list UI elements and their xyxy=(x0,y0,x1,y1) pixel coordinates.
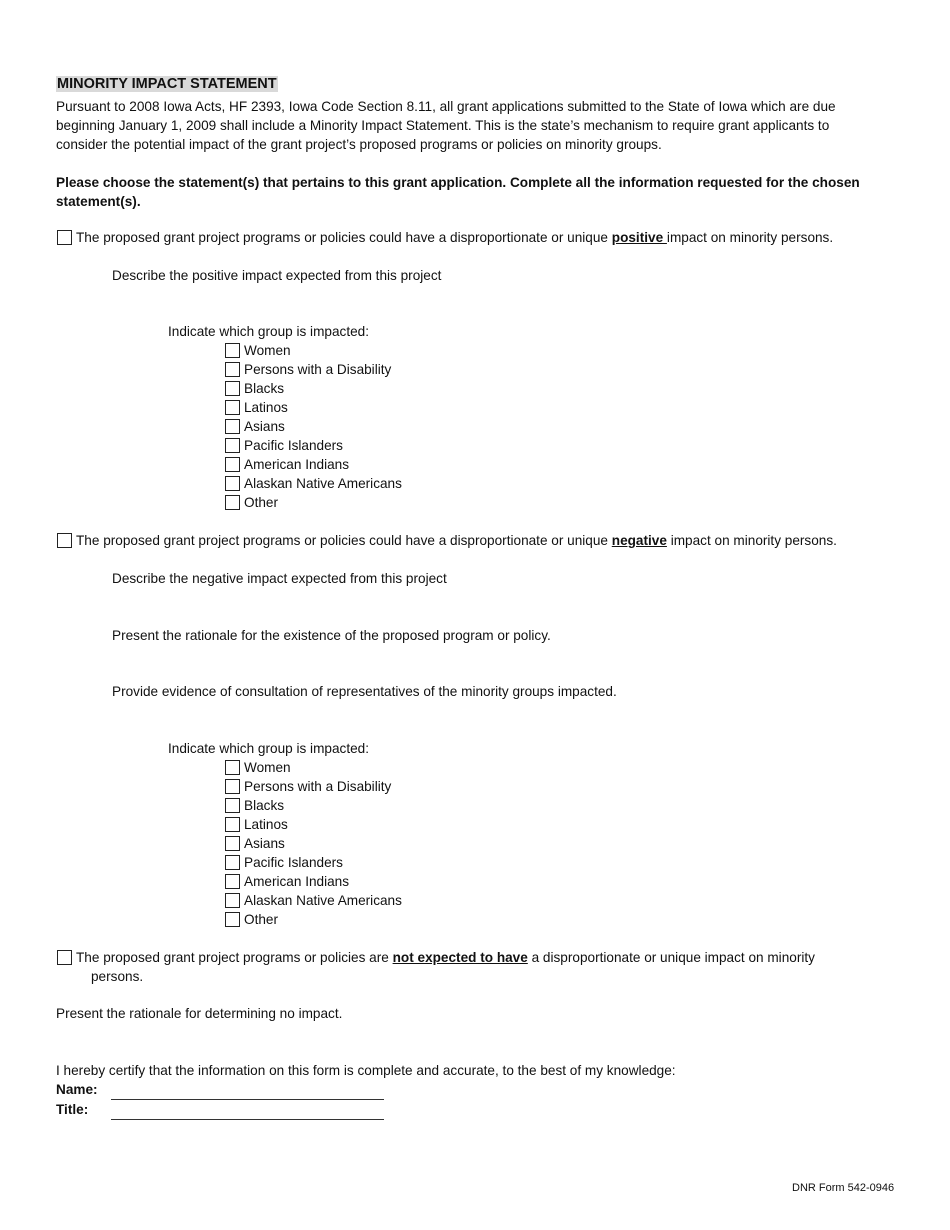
positive-group-checkbox[interactable] xyxy=(225,381,240,396)
negative-group-checkbox[interactable] xyxy=(225,874,240,889)
negative-evidence-label: Provide evidence of consultation of representatives of the minority groups impacted. xyxy=(112,684,617,699)
positive-group-checkbox[interactable] xyxy=(225,476,240,491)
negative-group-label: Pacific Islanders xyxy=(244,854,343,870)
negative-group-item xyxy=(225,912,278,927)
negative-group-checkbox[interactable] xyxy=(225,817,240,832)
no-impact-statement-checkbox[interactable] xyxy=(57,950,72,965)
negative-group-label: Alaskan Native Americans xyxy=(244,892,402,908)
positive-group-item xyxy=(225,457,349,472)
positive-statement: The proposed grant project programs or policies could have a disproportionate or unique positive impact on minority persons. xyxy=(57,230,833,245)
negative-group-label: Blacks xyxy=(244,797,285,813)
positive-group-item xyxy=(225,400,288,415)
positive-group-label: Blacks xyxy=(244,380,285,396)
no-impact-rationale-label: Present the rationale for determining no impact. xyxy=(56,1006,343,1021)
negative-rationale-label: Present the rationale for the existence of the proposed program or policy. xyxy=(112,628,551,643)
positive-group-item xyxy=(225,381,284,396)
intro-line: consider the potential impact of the grant project’s proposed programs or policies on minority groups. xyxy=(56,137,662,152)
positive-group-item xyxy=(225,343,291,358)
instruction-line: statement(s). xyxy=(56,194,141,209)
negative-group-label: Other xyxy=(244,911,278,927)
negative-group-checkbox[interactable] xyxy=(225,893,240,908)
negative-group-item xyxy=(225,760,291,775)
positive-group-item xyxy=(225,362,391,377)
negative-group-label: American Indians xyxy=(244,873,350,889)
positive-group-label: Other xyxy=(244,494,278,510)
positive-group-item xyxy=(225,495,278,510)
instruction xyxy=(56,173,896,211)
certify-text: I hereby certify that the information on this form is complete and accurate, to the best of my knowledge: xyxy=(56,1063,676,1078)
intro-line: beginning January 1, 2009 shall include a Minority Impact Statement. This is the state’s mechanism to require grant applicants to xyxy=(56,118,830,133)
no-impact-statement-line2: persons. xyxy=(91,969,144,984)
title-label: Title: xyxy=(56,1102,89,1117)
negative-statement: The proposed grant project programs or policies could have a disproportionate or unique negative impact on minority persons. xyxy=(57,533,837,548)
positive-group-heading: Indicate which group is impacted: xyxy=(168,324,369,339)
positive-describe-label: Describe the positive impact expected from this project xyxy=(112,268,442,283)
positive-group-label: Persons with a Disability xyxy=(244,361,392,377)
intro-line: Pursuant to 2008 Iowa Acts, HF 2393, Iowa Code Section 8.11, all grant applications submitted to the State of Iowa which are due xyxy=(56,99,836,114)
positive-group-checkbox[interactable] xyxy=(225,362,240,377)
negative-group-item xyxy=(225,855,343,870)
negative-group-item xyxy=(225,817,288,832)
page-title: MINORITY IMPACT STATEMENT xyxy=(57,76,277,92)
form-number: DNR Form 542-0946 xyxy=(792,1182,895,1194)
negative-group-label: Asians xyxy=(244,835,285,851)
positive-group-label: American Indians xyxy=(244,456,350,472)
positive-group-label: Pacific Islanders xyxy=(244,437,343,453)
positive-group-label: Asians xyxy=(244,418,285,434)
negative-group-label: Latinos xyxy=(244,816,288,832)
positive-group-checkbox[interactable] xyxy=(225,438,240,453)
positive-group-item xyxy=(225,476,402,491)
positive-group-checkbox[interactable] xyxy=(225,495,240,510)
negative-group-checkbox[interactable] xyxy=(225,855,240,870)
negative-group-item xyxy=(225,893,402,908)
intro-paragraph xyxy=(56,97,896,154)
negative-group-checkbox[interactable] xyxy=(225,836,240,851)
positive-group-checkbox[interactable] xyxy=(225,343,240,358)
name-input-line[interactable] xyxy=(111,1099,384,1100)
negative-group-label: Persons with a Disability xyxy=(244,778,392,794)
negative-group-checkbox[interactable] xyxy=(225,779,240,794)
positive-group-label: Latinos xyxy=(244,399,288,415)
negative-group-label: Women xyxy=(244,760,291,775)
positive-group-label: Women xyxy=(244,343,291,358)
positive-statement-checkbox[interactable] xyxy=(57,230,72,245)
no-impact-statement: The proposed grant project programs or policies are not expected to have a disproportionate or unique impact on minority xyxy=(57,950,815,965)
positive-group-item xyxy=(225,438,343,453)
negative-group-heading: Indicate which group is impacted: xyxy=(168,741,369,756)
name-label: Name: xyxy=(56,1082,98,1097)
negative-group-checkbox[interactable] xyxy=(225,760,240,775)
title-input-line[interactable] xyxy=(111,1119,384,1120)
negative-group-item xyxy=(225,874,349,889)
negative-group-checkbox[interactable] xyxy=(225,798,240,813)
positive-group-checkbox[interactable] xyxy=(225,457,240,472)
positive-group-label: Alaskan Native Americans xyxy=(244,475,402,491)
negative-group-item xyxy=(225,779,391,794)
positive-group-item xyxy=(225,419,285,434)
negative-group-checkbox[interactable] xyxy=(225,912,240,927)
positive-group-checkbox[interactable] xyxy=(225,400,240,415)
negative-statement-checkbox[interactable] xyxy=(57,533,72,548)
negative-group-item xyxy=(225,798,284,813)
negative-group-item xyxy=(225,836,285,851)
positive-group-checkbox[interactable] xyxy=(225,419,240,434)
negative-describe-label: Describe the negative impact expected from this project xyxy=(112,571,447,586)
instruction-line: Please choose the statement(s) that pertains to this grant application. Complete all the information requested for the chosen xyxy=(56,175,860,190)
